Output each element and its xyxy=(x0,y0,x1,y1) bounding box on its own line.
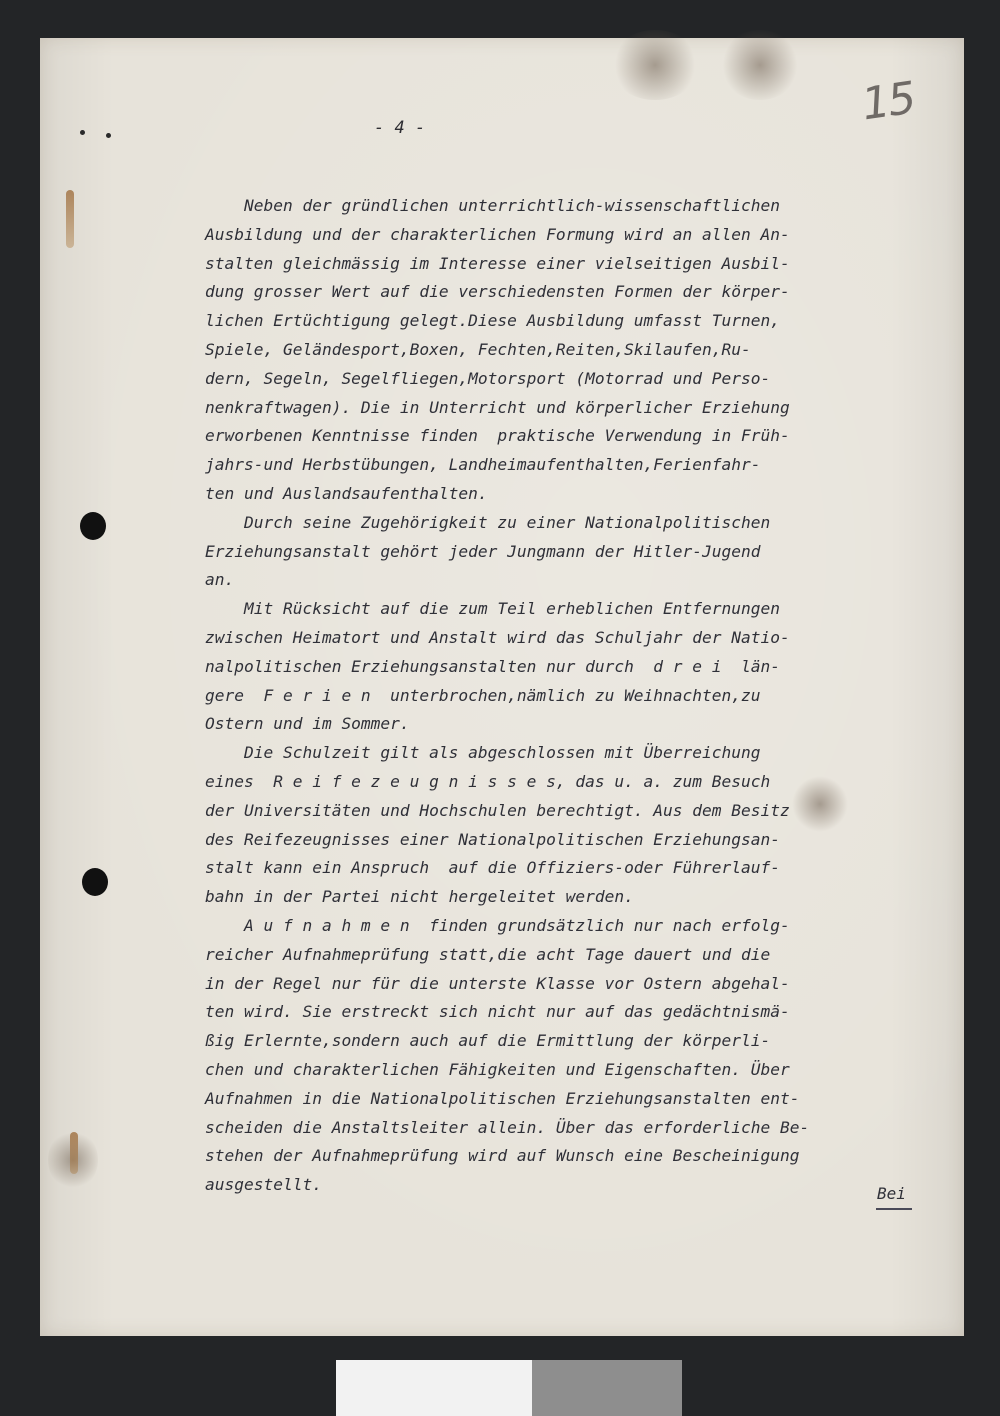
text-line: ten und Auslandsaufenthalten. xyxy=(205,483,488,503)
text-line: bahn in der Partei nicht hergeleitet werden. xyxy=(205,887,634,907)
stain-top-right xyxy=(720,30,800,100)
catchword-underline xyxy=(876,1208,912,1210)
punch-hole-upper xyxy=(80,512,106,540)
text-line: ßig Erlernte,sondern auch auf die Ermittlung der körperli- xyxy=(205,1031,771,1051)
text-line: zwischen Heimatort und Anstalt wird das Schuljahr der Natio- xyxy=(205,627,790,647)
stain-top xyxy=(610,30,700,100)
text-line: Spiele, Geländesport,Boxen, Fechten,Reiten,Skilaufen,Ru- xyxy=(205,339,751,359)
text-line: Erziehungsanstalt gehört jeder Jungmann der Hitler-Jugend xyxy=(205,541,761,561)
text-line: A u f n a h m e n finden grundsätzlich nur nach erfolg- xyxy=(205,915,790,935)
text-line: des Reifezeugnisses einer Nationalpolitischen Erziehungsan- xyxy=(205,829,780,849)
text-line: Die Schulzeit gilt als abgeschlossen mit Überreichung xyxy=(205,743,761,763)
text-line: ten wird. Sie erstreckt sich nicht nur auf das gedächtnismä- xyxy=(205,1002,790,1022)
text-line: in der Regel nur für die unterste Klasse vor Ostern abgehal- xyxy=(205,973,790,993)
text-line: Aufnahmen in die Nationalpolitischen Erziehungsanstalten ent- xyxy=(205,1088,800,1108)
text-line: chen und charakterlichen Fähigkeiten und Eigenschaften. Über xyxy=(205,1059,790,1079)
text-line: nalpolitischen Erziehungsanstalten nur durch d r e i län- xyxy=(205,656,780,676)
text-line: gere F e r i e n unterbrochen,nämlich zu Weihnachten,zu xyxy=(205,685,761,705)
text-line: Ostern und im Sommer. xyxy=(205,714,410,734)
text-line: Ausbildung und der charakterlichen Formung wird an allen An- xyxy=(205,224,790,244)
page-number: - 4 - xyxy=(374,118,426,138)
text-line: dern, Segeln, Segelfliegen,Motorsport (Motorrad und Perso- xyxy=(205,368,771,388)
speck-1 xyxy=(80,130,85,135)
text-line: scheiden die Anstaltsleiter allein. Über das erforderliche Be- xyxy=(205,1117,810,1137)
text-line: reicher Aufnahmeprüfung statt,die acht Tage dauert und die xyxy=(205,944,771,964)
typed-body-text xyxy=(205,192,905,1200)
staple-rust-bottom xyxy=(70,1132,78,1174)
text-line: Neben der gründlichen unterrichtlich-wissenschaftlichen xyxy=(205,196,780,215)
text-line: ausgestellt. xyxy=(205,1175,322,1195)
text-line: jahrs-und Herbstübungen, Landheimaufenthalten,Ferienfahr- xyxy=(205,455,761,475)
speck-2 xyxy=(106,133,111,138)
text-line: eines R e i f e z e u g n i s s e s, das u. a. zum Besuch xyxy=(205,771,771,791)
text-line: lichen Ertüchtigung gelegt.Diese Ausbildung umfasst Turnen, xyxy=(205,311,780,331)
calibration-grey-patch xyxy=(532,1360,682,1416)
catchword: Bei xyxy=(877,1184,906,1203)
text-line: nenkraftwagen). Die in Unterricht und körperlicher Erziehung xyxy=(205,397,790,417)
text-line: stalt kann ein Anspruch auf die Offiziers-oder Führerlauf- xyxy=(205,858,780,878)
text-line: Mit Rücksicht auf die zum Teil erheblichen Entfernungen xyxy=(205,599,780,619)
text-line: stalten gleichmässig im Interesse einer vielseitigen Ausbil- xyxy=(205,253,790,273)
folio-handwritten-number: 15 xyxy=(858,72,918,131)
staple-rust-top xyxy=(66,190,74,248)
text-line: dung grosser Wert auf die verschiedensten Formen der körper- xyxy=(205,282,790,302)
punch-hole-lower xyxy=(82,868,108,896)
calibration-white-patch xyxy=(336,1360,532,1416)
text-line: stehen der Aufnahmeprüfung wird auf Wunsch eine Bescheinigung xyxy=(205,1146,800,1166)
text-line: erworbenen Kenntnisse finden praktische Verwendung in Früh- xyxy=(205,426,790,446)
text-line: der Universitäten und Hochschulen berechtigt. Aus dem Besitz xyxy=(205,800,790,820)
text-line: an. xyxy=(205,570,235,590)
text-line: Durch seine Zugehörigkeit zu einer Nationalpolitischen xyxy=(205,512,771,532)
